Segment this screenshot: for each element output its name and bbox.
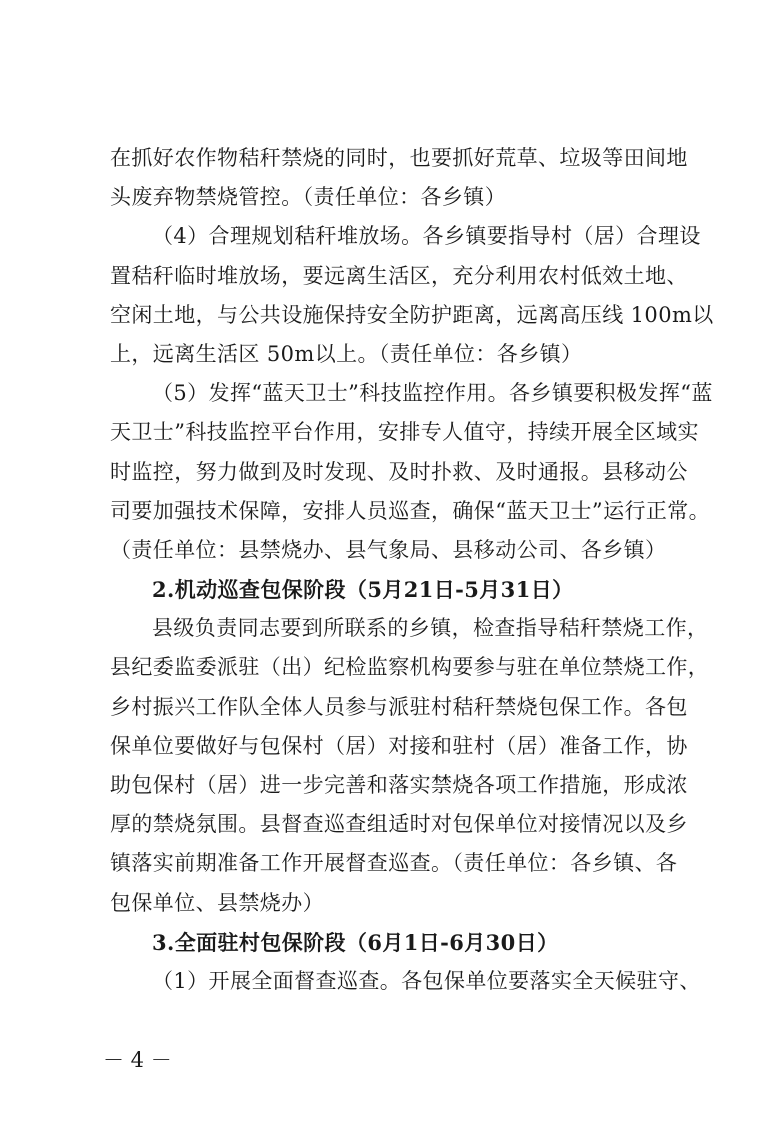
body-line: 乡村振兴工作队全体人员参与派驻村秸秆禁烧包保工作。各包 [110,694,688,719]
body-line: 助包保村（居）进一步完善和落实禁烧各项工作措施，形成浓 [110,773,688,797]
body-line: 天卫士”科技监控平台作用，安排专人值守，持续开展全区域实 [110,420,699,445]
body-line: （责任单位：县禁烧办、县气象局、县移动公司、各乡镇） [110,537,667,562]
body-line: 厚的禁烧氛围。县督查巡查组适时对包保单位对接情况以及乡 [110,812,688,837]
body-line: （4）合理规划秸秆堆放场。各乡镇要指导村（居）合理设 [152,224,701,249]
body-line: 空闲土地，与公共设施保持安全防护距离，远离高压线 100m以 [110,302,714,327]
body-line: 县纪委监委派驻（出）纪检监察机构要参与驻在单位禁烧工作， [110,655,710,680]
body-line: 头废弃物禁烧管控。（责任单位：各乡镇） [110,185,507,210]
body-line: （5）发挥“蓝天卫士”科技监控作用。各乡镇要积极发挥“蓝 [152,381,713,406]
body-line: 时监控，努力做到及时发现、及时扑救、及时通报。县移动公 [110,459,688,484]
body-line: 保单位要做好与包保村（居）对接和驻村（居）准备工作，协 [110,733,688,758]
section-heading: 2.机动巡查包保阶段（5月21日-5月31日） [152,577,574,603]
body-line: （1）开展全面督查巡查。各包保单位要落实全天候驻守、 [152,968,701,993]
body-line: 包保单位、县禁烧办） [110,890,324,915]
section-heading: 3.全面驻村包保阶段（6月1日-6月30日） [152,929,559,955]
body-line: 镇落实前期准备工作开展督查巡查。（责任单位：各乡镇、各 [110,851,678,876]
page-number: － 4 － [103,1048,172,1072]
body-line: 上，远离生活区 50m以上。（责任单位：各乡镇） [110,341,583,366]
body-line: 在抓好农作物秸秆禁烧的同时，也要抓好荒草、垃圾等田间地 [110,146,688,170]
body-line: 置秸秆临时堆放场，要远离生活区，充分利用农村低效土地、 [110,263,688,288]
body-line: 县级负责同志要到所联系的乡镇，检查指导秸秆禁烧工作， [152,616,709,641]
document-body [110,139,714,1001]
body-line: 司要加强技术保障，安排人员巡查，确保“蓝天卫士”运行正常。 [110,498,711,523]
